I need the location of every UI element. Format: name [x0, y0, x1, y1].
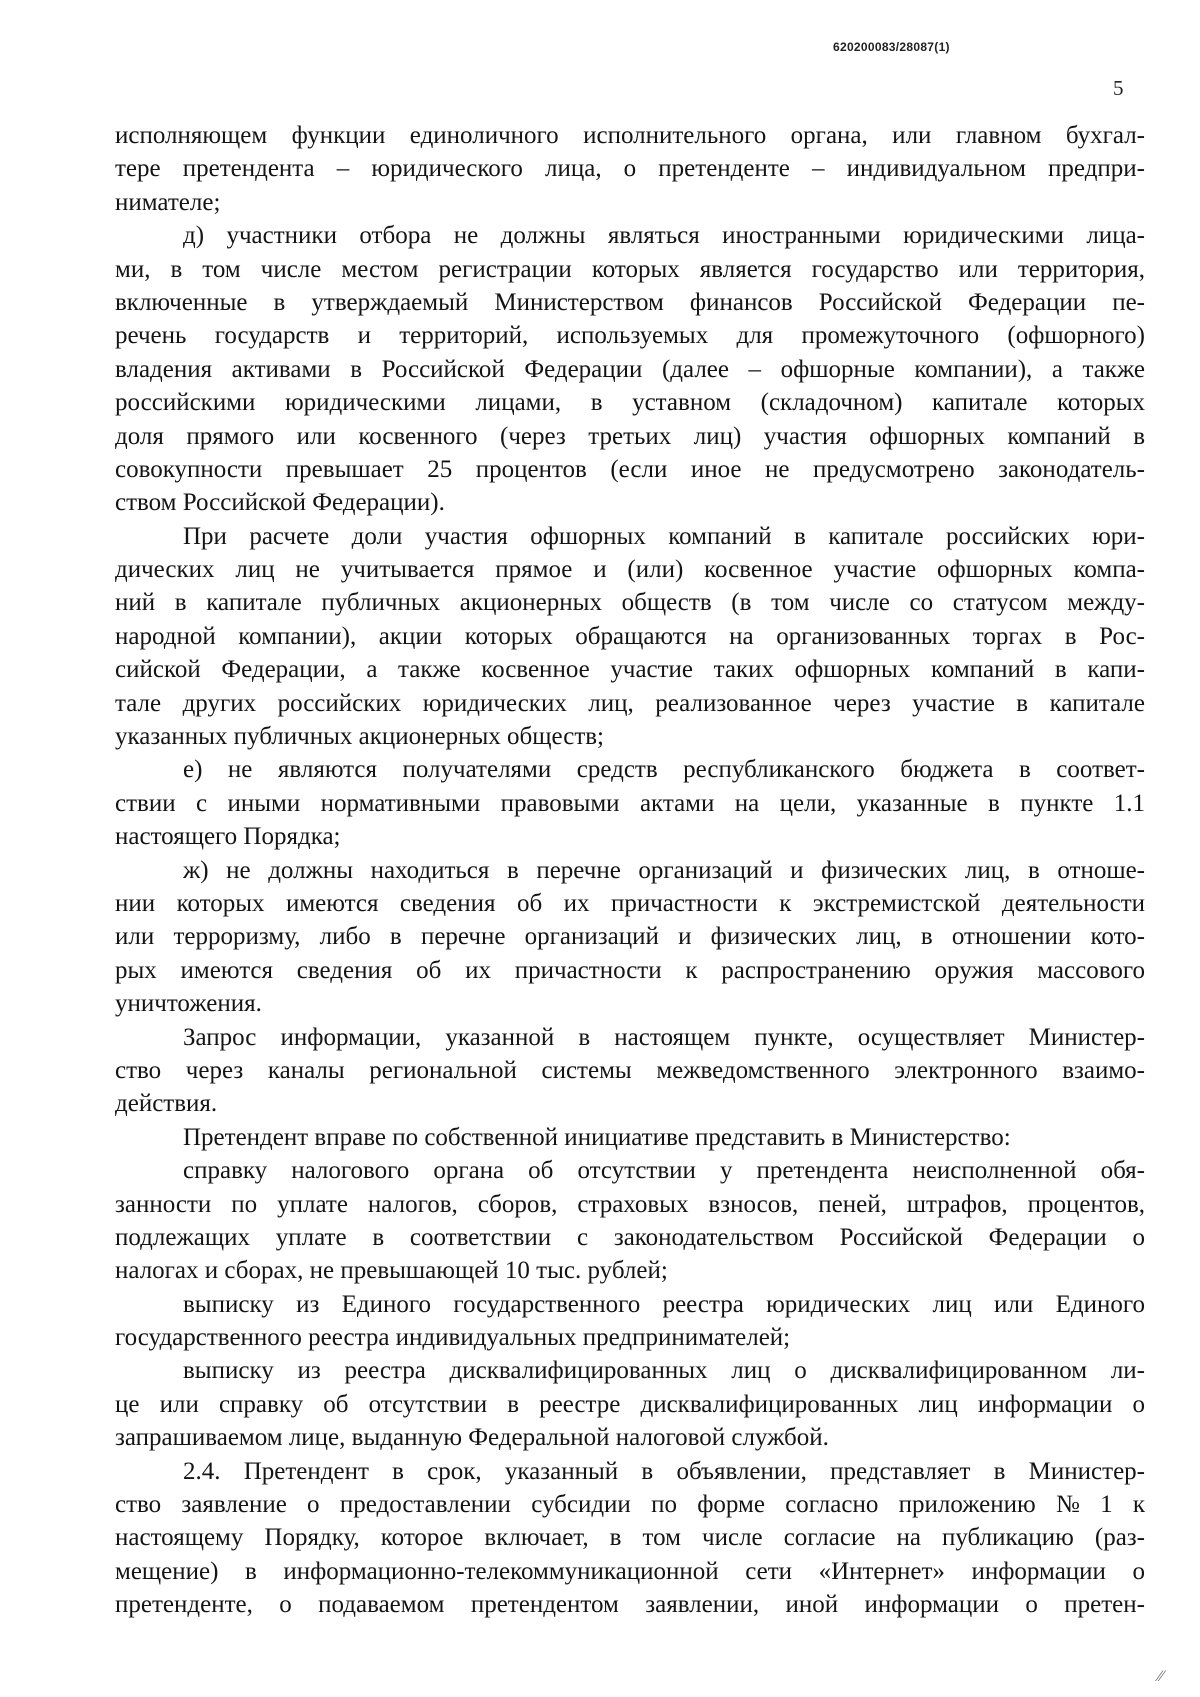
text-line: нимателе; — [115, 188, 221, 216]
text-line: претенденте, о подаваемом претендентом заявлении, иной информации о претен- — [115, 1591, 1145, 1619]
text-line: выписку из реестра дисквалифицированных лиц о дисквалифицированном ли- — [183, 1357, 1145, 1385]
text-line: речень государств и территорий, используемых для промежуточного (офшорного) — [115, 322, 1145, 350]
text-line: При расчете доли участия офшорных компаний в капитале российских юри- — [183, 522, 1145, 550]
text-line: подлежащих уплате в соответствии с законодательством Российской Федерации о — [115, 1223, 1145, 1251]
text-line: запрашиваемом лице, выданную Федеральной налоговой службой. — [115, 1424, 829, 1452]
text-line: ми, в том числе местом регистрации которых является государство или территория, — [115, 255, 1145, 283]
text-line: российскими юридическими лицами, в уставном (складочном) капитале которых — [115, 389, 1145, 417]
text-line: занности по уплате налогов, сборов, страховых взносов, пеней, штрафов, процентов, — [115, 1190, 1145, 1218]
text-line: дических лиц не учитывается прямое и (или) косвенное участие офшорных компа- — [115, 556, 1145, 584]
handwritten-mark-icon: ⁄⁄ — [1158, 1668, 1164, 1685]
text-line: мещение) в информационно-телекоммуникационной сети «Интернет» информации о — [115, 1557, 1145, 1585]
text-line: исполняющем функции единоличного исполнительного органа, или главном бухгал- — [115, 122, 1145, 149]
text-line: нии которых имеются сведения об их причастности к экстремистской деятельности — [115, 889, 1145, 917]
text-line: Претендент вправе по собственной инициативе представить в Министерство: — [183, 1123, 1011, 1151]
page-number: 5 — [1113, 76, 1124, 100]
text-line: сийской Федерации, а также косвенное участие таких офшорных компаний в капи- — [115, 656, 1145, 684]
text-line: тере претендента – юридического лица, о претенденте – индивидуальном предпри- — [115, 155, 1145, 183]
text-line: д) участники отбора не должны являться иностранными юридическими лица- — [183, 222, 1145, 250]
text-line: доля прямого или косвенного (через третьих лиц) участия офшорных компаний в — [115, 422, 1145, 450]
text-line: уничтожения. — [115, 990, 262, 1018]
text-line: владения активами в Российской Федерации (далее – офшорные компании), а также — [115, 355, 1145, 383]
text-line: настоящему Порядку, которое включает, в том числе согласие на публикацию (раз- — [115, 1524, 1145, 1552]
text-line: ствии с иными нормативными правовыми актами на цели, указанные в пункте 1.1 — [115, 789, 1145, 817]
text-line: включенные в утверждаемый Министерством финансов Российской Федерации пе- — [115, 288, 1145, 316]
text-line: 2.4. Претендент в срок, указанный в объявлении, представляет в Министер- — [183, 1457, 1145, 1485]
text-line: ство через каналы региональной системы межведомственного электронного взаимо- — [115, 1056, 1145, 1084]
text-line: ство заявление о предоставлении субсидии по форме согласно приложению № 1 к — [115, 1491, 1145, 1519]
document-body — [115, 119, 1145, 1622]
text-line: рых имеются сведения об их причастности к распространению оружия массового — [115, 956, 1145, 984]
text-line: выписку из Единого государственного реестра юридических лиц или Единого — [183, 1290, 1145, 1318]
text-line: совокупности превышает 25 процентов (если иное не предусмотрено законодатель- — [115, 455, 1145, 483]
text-line: народной компании), акции которых обращаются на организованных торгах в Рос- — [115, 622, 1145, 650]
text-line: справку налогового органа об отсутствии у претендента неисполненной обя- — [183, 1157, 1145, 1185]
text-line: ством Российской Федерации). — [115, 489, 445, 517]
document-id: 620200083/28087(1) — [833, 40, 950, 54]
text-line: указанных публичных акционерных обществ; — [115, 723, 605, 751]
text-line: Запрос информации, указанной в настоящем пункте, осуществляет Министер- — [183, 1023, 1145, 1051]
text-line: или терроризму, либо в перечне организаций и физических лиц, в отношении кото- — [115, 923, 1145, 951]
text-line: це или справку об отсутствии в реестре дисквалифицированных лиц информации о — [115, 1390, 1145, 1418]
text-line: настоящего Порядка; — [115, 823, 341, 851]
text-line: налогах и сборах, не превышающей 10 тыс. рублей; — [115, 1257, 668, 1285]
text-line: ний в капитале публичных акционерных обществ (в том числе со статусом между- — [115, 589, 1145, 617]
text-line: действия. — [115, 1090, 218, 1118]
text-line: тале других российских юридических лиц, реализованное через участие в капитале — [115, 689, 1145, 717]
text-line: е) не являются получателями средств республиканского бюджета в соответ- — [183, 756, 1145, 784]
text-line: ж) не должны находиться в перечне организаций и физических лиц, в отноше- — [183, 856, 1145, 884]
text-line: государственного реестра индивидуальных предпринимателей; — [115, 1324, 791, 1352]
